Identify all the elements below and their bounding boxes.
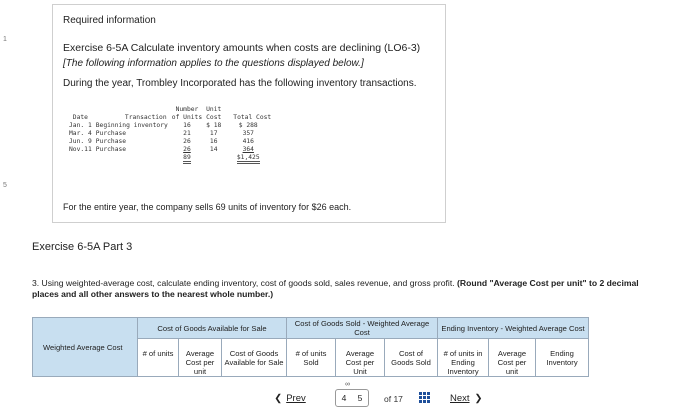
units-header-line1: Number (175, 106, 199, 113)
transaction-date: Nov.11 (69, 146, 92, 153)
transaction-row (67, 138, 273, 146)
exercise-title: Exercise 6-5A Calculate inventory amounts when costs are declining (LO6-3) (63, 42, 421, 54)
required-information-heading: Required information (63, 15, 156, 26)
transaction-unit-cost: $ 18 (206, 122, 222, 129)
cogas-group-header: Cost of Goods Available for Sale (138, 318, 287, 339)
col-ending-inventory (536, 339, 589, 377)
col-ending-inventory-label: Ending Inventory (546, 348, 578, 367)
part-heading: Exercise 6-5A Part 3 (32, 241, 133, 253)
transaction-type: Purchase (95, 138, 127, 145)
page-number-b: 5 (357, 393, 363, 403)
transaction-date: Jan. 1 (69, 122, 92, 129)
edge-mark-mid: 5 (3, 182, 7, 189)
transactions-header-row (67, 106, 273, 122)
prev-button-label: Prev (286, 392, 306, 404)
link-icon: ∞ (345, 381, 350, 388)
transaction-total-cost-value: 364 (242, 146, 254, 153)
transaction-date: Mar. 4 (69, 130, 92, 137)
transaction-header: Transaction (124, 114, 167, 121)
required-information-box (52, 4, 446, 223)
col-units-available (138, 339, 179, 377)
transaction-units: 16 (183, 122, 191, 129)
transaction-unit-cost: 17 (209, 130, 218, 137)
transaction-total-cost: 357 (242, 130, 254, 137)
weighted-average-answer-table (32, 317, 589, 377)
col-average-cost-sold (336, 339, 385, 377)
transaction-row (67, 130, 273, 138)
question-navigation-bar (0, 381, 700, 413)
page-selector[interactable] (335, 389, 369, 407)
col-units-available-label: # of units (142, 348, 174, 358)
answer-group-header-row (33, 318, 589, 339)
total-cost: $1,425 (237, 154, 260, 164)
units-header (170, 106, 204, 122)
transaction-total-cost (223, 146, 273, 154)
col-cost-goods-sold (385, 339, 438, 377)
col-average-cost-ending (489, 339, 536, 377)
exercise-note: [The following information applies to the questions displayed below.] (63, 58, 364, 69)
units-header-line2: of Units (171, 114, 203, 121)
col-units-sold-label: # of units Sold (295, 348, 327, 367)
exercise-intro: During the year, Trombley Incorporated has the following inventory transactions. (63, 78, 417, 89)
transaction-row (67, 146, 273, 154)
col-average-cost-sold-label: Average Cost per Unit (345, 348, 375, 376)
page-number-a: 4 (341, 393, 347, 403)
transaction-type: Beginning inventory (95, 122, 168, 129)
edge-mark-top: 1 (3, 36, 7, 43)
date-header: Date (72, 114, 88, 121)
transaction-row (67, 122, 273, 130)
col-units-sold (287, 339, 336, 377)
total-units-cell (170, 154, 204, 162)
page-count: of 17 (384, 394, 403, 404)
transaction-total-cost: 416 (242, 138, 254, 145)
chevron-right-icon: ❯ (474, 392, 483, 404)
transaction-total-cost: $ 288 (238, 122, 258, 129)
col-cost-goods-sold-label: Cost of Goods Sold (391, 348, 431, 367)
transaction-units-value: 26 (183, 146, 191, 153)
cogs-group-header: Cost of Goods Sold - Weighted Average Cost (287, 318, 438, 339)
next-button-label: Next (450, 392, 470, 404)
unit-cost-header-line1: Unit (206, 106, 222, 113)
unit-cost-header (204, 106, 223, 122)
transactions-total-row (67, 154, 273, 162)
total-cost-header: Total Cost (233, 114, 272, 121)
ending-inventory-group-header: Ending Inventory - Weighted Average Cost (438, 318, 589, 339)
col-average-cost-available (179, 339, 222, 377)
transaction-units: 21 (183, 130, 191, 137)
col-cost-goods-available-label: Cost of Goods Available for Sale (224, 348, 284, 367)
transaction-unit-cost: 14 (209, 146, 218, 153)
transaction-type: Purchase (95, 130, 127, 137)
col-units-ending (438, 339, 489, 377)
transaction-units (170, 146, 204, 154)
weighted-average-cost-label: Weighted Average Cost (33, 318, 138, 377)
next-button[interactable] (450, 389, 510, 407)
total-cost-cell (223, 154, 273, 162)
transaction-unit-cost: 16 (209, 138, 218, 145)
col-cost-goods-available (222, 339, 287, 377)
question-plain: 3. Using weighted-average cost, calculate ending inventory, cost of goods sold, sales revenue, and gross profit. (32, 278, 457, 288)
col-units-ending-label: # of units in Ending Inventory (443, 348, 483, 376)
unit-cost-header-line2: Cost (206, 114, 222, 121)
inventory-transactions-table (67, 106, 273, 162)
transaction-type: Purchase (95, 146, 127, 153)
grid-icon[interactable] (419, 392, 430, 403)
question-text (32, 278, 652, 300)
chevron-left-icon: ❮ (274, 392, 283, 404)
question-rounding-instruction: (Round "Average Cost per unit" to 2 decimal places and all other answers to the nearest whole number.) (32, 278, 639, 299)
transaction-date: Jun. 9 (69, 138, 92, 145)
col-average-cost-ending-label: Average Cost per unit (497, 348, 527, 376)
sales-note: For the entire year, the company sells 69 units of inventory for $26 each. (63, 202, 352, 212)
transaction-units: 26 (183, 138, 191, 145)
total-units: 89 (183, 154, 191, 164)
prev-button[interactable] (264, 389, 316, 407)
col-average-cost-available-label: Average Cost per unit (185, 348, 215, 376)
